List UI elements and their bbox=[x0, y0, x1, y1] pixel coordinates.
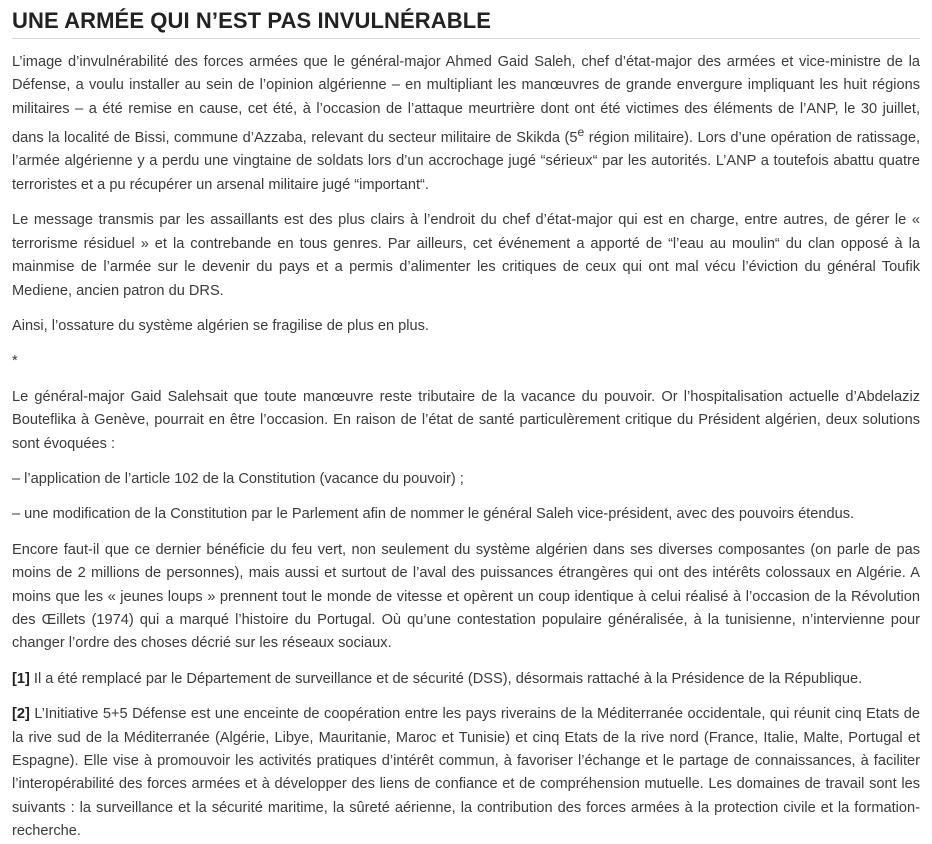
footnote-1-text: Il a été remplacé par le Département de surveillance et de sécurité (DSS), désormais rattaché à la Présidence de la République. bbox=[29, 670, 863, 687]
footnote-2 bbox=[12, 703, 920, 843]
paragraph-6: – une modification de la Constitution par le Parlement afin de nommer le général Saleh vice-président, avec des pouvoirs étendus. bbox=[12, 506, 855, 523]
footnote-2-text: L’Initiative 5+5 Défense est une enceinte de coopération entre les pays riverains de la Méditerranée occidentale, qui réunit cinq Etats de la rive sud de la Méditerranée (Algérie, Libye, Mauritanie, Maroc et Tunisie) et cinq Etats de la rive nord (France, Italie, Malte, Portugal et Espagne). Elle vise à promouvoir les activités pratiques d’intérêt commun, à favoriser l’échange et le partage de connaissances, à faciliter l’interopérabilité des forces armées et à développer des liens de confiance et de compréhension mutuelle. Les domaines de travail sont les suivants : la surveillance et la sécurité maritime, la sûreté aérienne, la contribution des forces armées à la protection civile et la formation-recherche. bbox=[12, 706, 920, 840]
paragraph-5: – l’application de l’article 102 de la Constitution (vacance du pouvoir) ; bbox=[12, 470, 464, 487]
article-title: UNE ARMÉE QUI N’EST PAS INVULNÉRABLE bbox=[12, 8, 492, 33]
paragraph-1 bbox=[12, 51, 920, 197]
footnote-1 bbox=[12, 668, 920, 691]
footnote-2-ref[interactable]: [2] bbox=[12, 706, 30, 723]
paragraph-3: Ainsi, l’ossature du système algérien se fragilise de plus en plus. bbox=[12, 317, 429, 334]
paragraph-2: Le message transmis par les assaillants est des plus clairs à l’endroit du chef d’état-major qui est en charge, entre autres, de gérer le « terrorisme résiduel » et la contrebande en tous genres. Par ailleurs, cet événement a apporté de “l’eau au moulin“ du clan opposé à la mainmise de l’armée sur le devenir du pays et a permis d’alimenter les critiques de ceux qui ont mal vécu l’éviction du général Toufik Mediene, ancien patron du DRS. bbox=[12, 212, 920, 299]
section-separator: * bbox=[12, 353, 18, 370]
paragraph-1-superscript: e bbox=[577, 125, 585, 140]
paragraph-1-part-b: région militaire). Lors d’une opération de ratissage, l’armée algérienne y a perdu une vingtaine de soldats lors d’un accrochage jugé “sérieux“ par les autorités. L’ANP a toutefois abattu quatre terroristes et a pu récupérer un arsenal militaire jugé “important“. bbox=[12, 130, 921, 193]
paragraph-1-part-a: L’image d’invulnérabilité des forces armées que le général-major Ahmed Gaid Saleh, chef d’état-major des armées et vice-ministre de la Défense, a voulu installer au sein de l’opinion algérienne – en multipliant les manœuvres de grande envergure impliquant les huit régions militaires – a été remise en cause, cet été, à l’occasion de l’attaque meurtrière dont ont été victimes des éléments de l’ANP, le 30 juillet, dans la localité de Bissi, commune d’Azzaba, relevant du secteur militaire de Skikda (5 bbox=[12, 54, 920, 147]
paragraph-4: Le général-major Gaid Salehsait que toute manœuvre reste tributaire de la vacance du pouvoir. Or l’hospitalisation actuelle d’Abdelaziz Bouteflika à Genève, pourrait en être l’occasion. En raison de l’état de santé particulèrement critique du Président algérien, deux solutions sont évoquées : bbox=[12, 388, 920, 452]
paragraph-7: Encore faut-il que ce dernier bénéficie du feu vert, non seulement du système algérien dans ses diverses composantes (on parle de pas moins de 2 millions de personnes), mais aussi et surtout de l’aval des puissances étrangères qui ont des intérêts colossaux en Algérie. A moins que les « jeunes loups » prennent tout le monde de vitesse et opèrent un coup identique à celui réalisé à l’occasion de la Révolution des Œillets (1974) qui a marqué l’histoire du Portugal. Où qu’une contestation populaire généralisée, à la tunisienne, n’intervienne pour changer l’ordre des choses décrié sur les réseaux sociaux. bbox=[12, 541, 920, 652]
title-bar bbox=[12, 8, 920, 39]
footnote-1-ref[interactable]: [1] bbox=[12, 670, 30, 687]
